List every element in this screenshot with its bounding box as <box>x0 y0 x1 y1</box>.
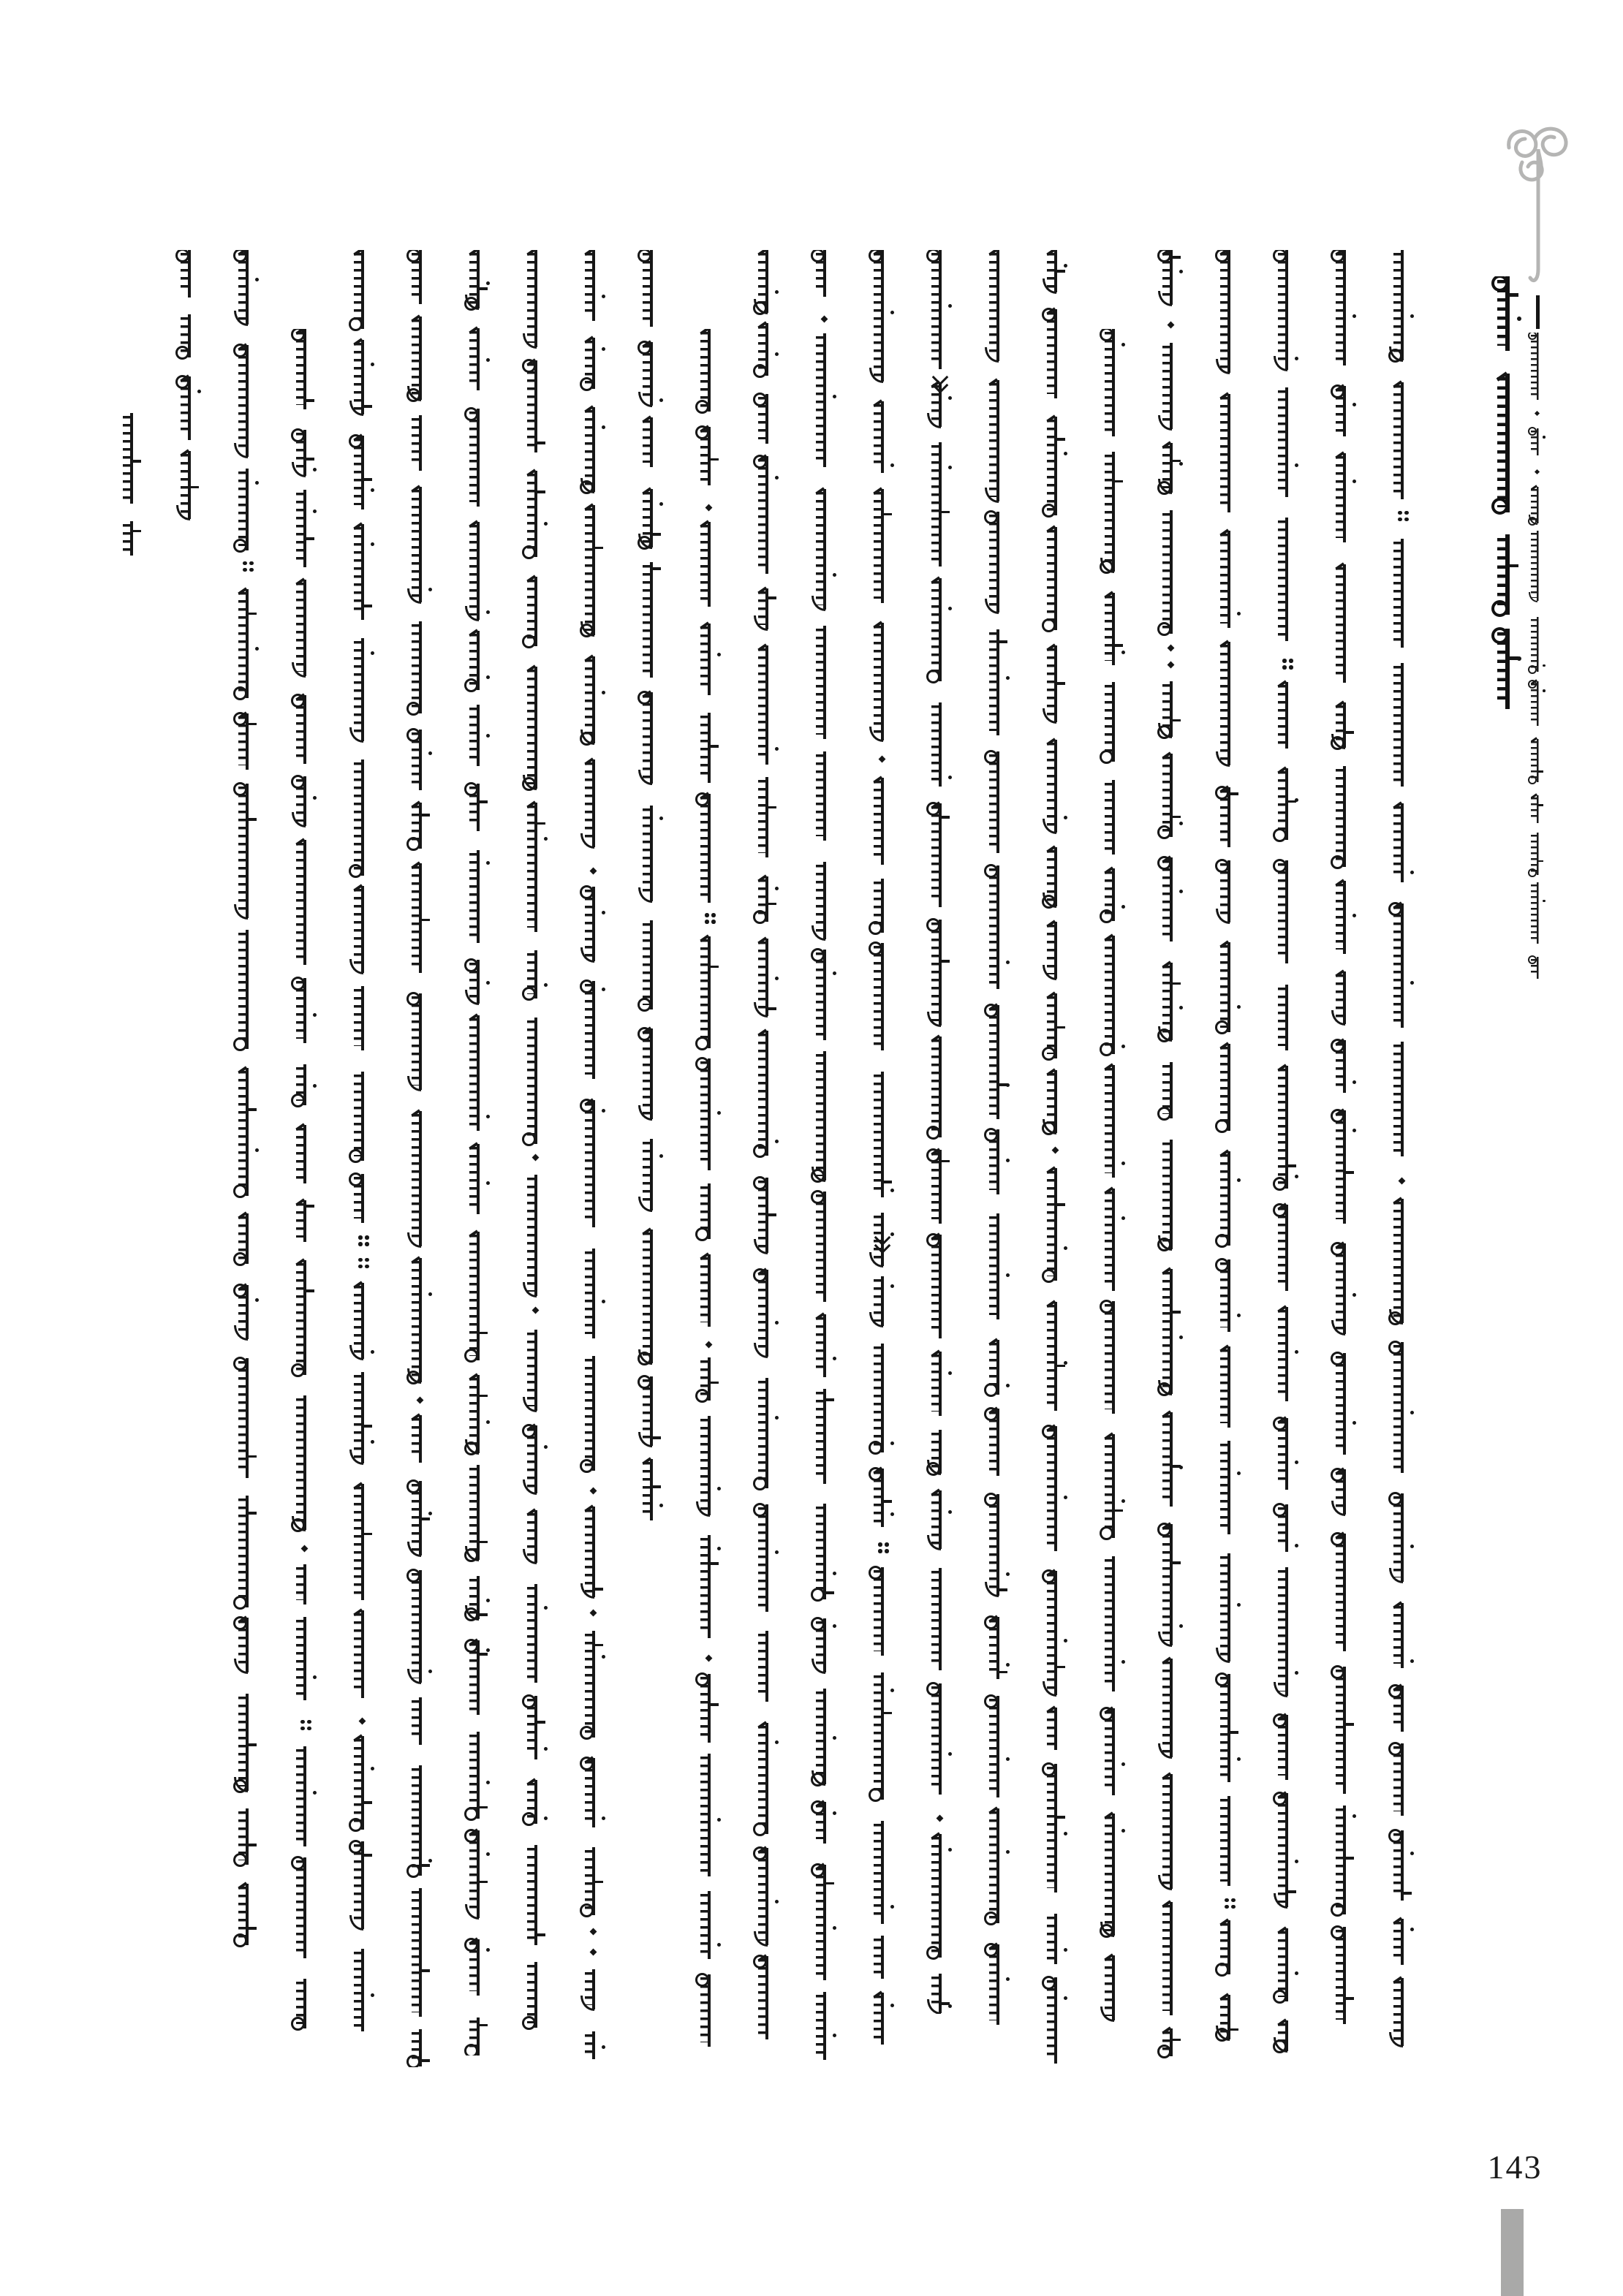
body-column <box>462 250 494 2056</box>
body-column <box>404 250 436 2067</box>
body-column <box>693 329 725 2058</box>
guillemet-mark <box>875 1232 890 1248</box>
body-column <box>520 250 552 2045</box>
guillemet-mark <box>933 371 947 387</box>
body-column <box>751 250 783 2049</box>
body-column <box>924 250 956 2014</box>
body-column <box>1155 250 1187 2058</box>
body-column <box>635 250 667 1520</box>
body-column <box>1097 329 1130 2053</box>
body-column <box>173 250 205 526</box>
running-header-column <box>1527 333 1548 983</box>
body-column <box>289 329 321 2060</box>
body-column <box>1213 250 1245 2048</box>
footer-bar <box>1501 2209 1524 2296</box>
body-column <box>809 250 841 2066</box>
body-column <box>1040 250 1072 2064</box>
body-column <box>982 250 1014 2025</box>
body-column <box>1271 250 1303 2060</box>
section-title-column <box>1489 276 1526 709</box>
body-column <box>1386 250 1418 2056</box>
page-number: 143 <box>1487 2148 1543 2186</box>
body-column <box>231 250 263 1954</box>
body-column <box>116 413 148 556</box>
body-column <box>578 250 610 2063</box>
body-column <box>866 250 898 2054</box>
body-column <box>1328 250 1361 2044</box>
divider-dash <box>1536 295 1540 329</box>
body-column <box>347 250 379 2051</box>
flourish-ornament-icon <box>1500 117 1573 292</box>
